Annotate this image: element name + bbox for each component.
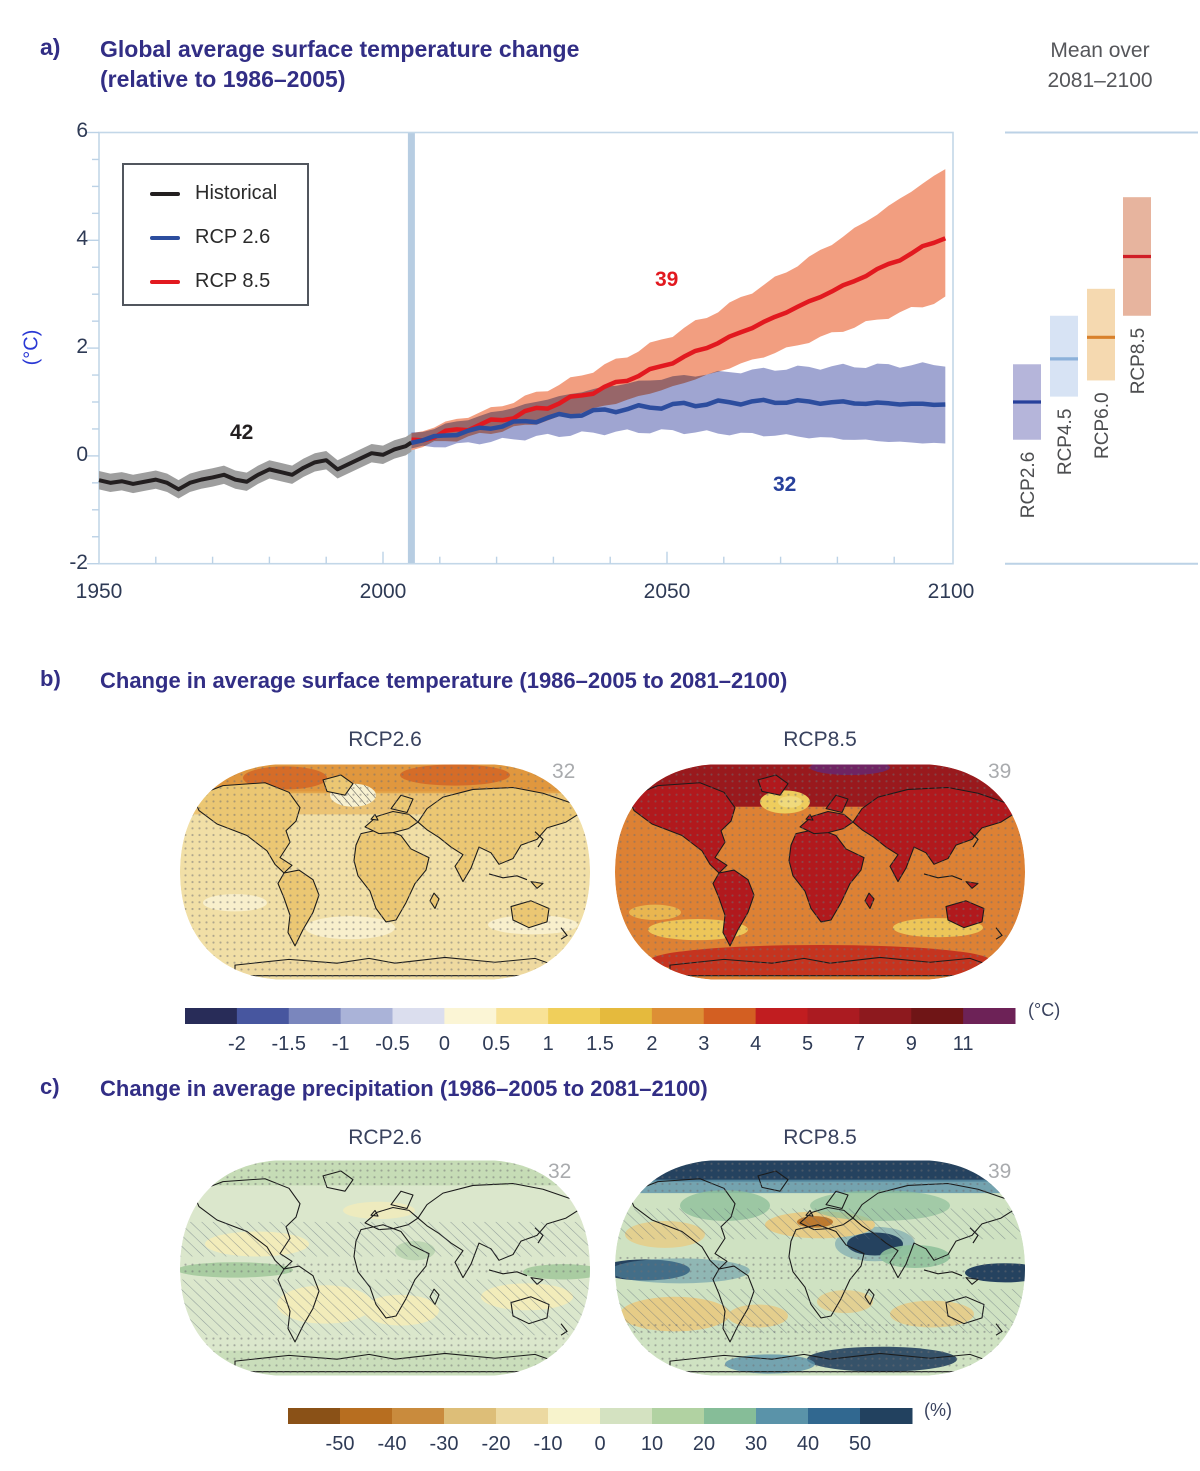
precip-colorbar-segment <box>444 1408 497 1424</box>
y-tick-6: 6 <box>76 119 88 142</box>
temp-colorbar-tick-label: 2 <box>646 1033 658 1055</box>
historical-band <box>99 433 411 498</box>
historical-line-swatch <box>150 192 180 196</box>
precip-colorbar-segment <box>600 1408 653 1424</box>
precip-colorbar-segment <box>860 1408 913 1424</box>
precip-colorbar-tick-label: -50 <box>325 1433 355 1455</box>
precip-colorbar-segment <box>756 1408 809 1424</box>
temp-colorbar-tick-label: 5 <box>801 1033 814 1055</box>
temp-colorbar-tick-label: 9 <box>905 1033 917 1055</box>
hatching-overlay <box>615 1208 1025 1239</box>
mean-bar-rcp6.0 <box>1087 289 1115 381</box>
stippling-overlay <box>615 1160 1025 1193</box>
temp-colorbar-segment <box>444 1008 496 1024</box>
precip-colorbar-segment <box>392 1408 445 1424</box>
precip-colorbar-segment <box>652 1408 705 1424</box>
precip-colorbar-segment <box>548 1408 601 1424</box>
rcp26-model-count: 32 <box>773 473 797 496</box>
legend-label-rcp85: RCP 8.5 <box>195 270 271 292</box>
temp-colorbar-tick-label: 1.5 <box>586 1033 614 1055</box>
temp-colorbar-tick-label: 0 <box>438 1033 450 1055</box>
temp-colorbar-segment <box>756 1008 808 1024</box>
map-c-rcp26-model-count: 32 <box>548 1160 572 1183</box>
temp-colorbar-tick-label: -2 <box>227 1033 246 1055</box>
rcp85-line-swatch <box>150 280 180 284</box>
temp-colorbar-unit: (°C) <box>1028 1000 1061 1020</box>
map-b-rcp85-title: RCP8.5 <box>783 728 857 751</box>
y-tick-2: 2 <box>76 335 88 358</box>
temp-colorbar-segment <box>185 1008 237 1024</box>
precip-colorbar-tick-label: 0 <box>594 1433 606 1455</box>
legend <box>122 163 309 306</box>
precip-colorbar-segment <box>808 1408 861 1424</box>
temp-colorbar-segment <box>393 1008 445 1024</box>
hatching-overlay <box>615 1289 1025 1333</box>
legend-item-rcp85 <box>150 270 307 293</box>
temp-colorbar-tick-label: 7 <box>853 1033 865 1055</box>
precip-colorbar-tick-label: 10 <box>640 1433 664 1455</box>
map-c-rcp85-model-count: 39 <box>988 1160 1012 1183</box>
precip-colorbar-segment <box>340 1408 393 1424</box>
map-c-rcp85 <box>600 1160 1045 1375</box>
panel-b-title: Change in average surface temperature (1986–2005 to 2081–2100) <box>100 668 788 693</box>
precip-colorbar-segment <box>704 1408 757 1424</box>
panel-c-title: Change in average precipitation (1986–2005 to 2081–2100) <box>100 1076 708 1101</box>
precip-colorbar-tick-label: 30 <box>744 1433 768 1455</box>
rcp26-line-swatch <box>150 236 180 240</box>
legend-label-rcp26: RCP 2.6 <box>195 226 271 248</box>
temp-colorbar-tick-label: -1.5 <box>271 1033 306 1055</box>
temp-colorbar-segment <box>548 1008 600 1024</box>
temp-colorbar-tick-label: 4 <box>750 1033 762 1055</box>
map-b-rcp85 <box>615 760 1025 980</box>
temp-colorbar-segment <box>600 1008 652 1024</box>
x-tick-2000: 2000 <box>359 580 407 603</box>
precip-colorbar-unit: (%) <box>924 1400 952 1420</box>
panel-a-label: a) <box>40 34 61 60</box>
x-tick-2050: 2050 <box>643 580 691 603</box>
panel-b-label: b) <box>40 666 61 691</box>
stippling-overlay <box>615 1256 1025 1281</box>
temp-colorbar-segment <box>652 1008 704 1024</box>
map-b-rcp26-title: RCP2.6 <box>348 728 422 751</box>
temp-colorbar-segment <box>341 1008 393 1024</box>
map-c-rcp26 <box>177 1160 603 1375</box>
hatching-overlay <box>180 1280 590 1336</box>
map-b-rcp26 <box>180 764 590 979</box>
temp-colorbar-segment <box>496 1008 548 1024</box>
temp-colorbar-tick-label: 0.5 <box>482 1033 511 1055</box>
mean-bar-label: RCP6.0 <box>1092 392 1113 459</box>
temp-colorbar-tick-label: -0.5 <box>375 1033 410 1055</box>
mean-over-line2: 2081–2100 <box>1047 69 1153 92</box>
precip-colorbar-tick-label: 40 <box>796 1433 820 1455</box>
precip-colorbar-segment <box>288 1408 341 1424</box>
map-b-rcp85-model-count: 39 <box>988 760 1012 783</box>
temp-colorbar-segment <box>237 1008 289 1024</box>
temp-colorbar-tick-label: 1 <box>542 1033 554 1055</box>
precip-colorbar-tick-label: -30 <box>429 1433 459 1455</box>
legend-item-rcp26 <box>150 226 307 249</box>
temp-colorbar-segment <box>808 1008 860 1024</box>
hatching-overlay <box>180 1222 590 1257</box>
stippling-overlay <box>180 1337 590 1375</box>
precip-colorbar-tick-label: -20 <box>481 1433 511 1455</box>
mean-bar-label: RCP2.6 <box>1018 451 1039 519</box>
panel-a-title-line1: Global average surface temperature change <box>100 36 580 62</box>
temp-colorbar-segment <box>911 1008 963 1024</box>
map-c-rcp85-title: RCP8.5 <box>783 1126 857 1149</box>
temp-colorbar-segment <box>704 1008 756 1024</box>
temp-colorbar-tick-label: 3 <box>698 1033 710 1055</box>
stippling-overlay <box>180 1260 590 1275</box>
stippling-overlay <box>180 1160 590 1189</box>
map-c-rcp26-title: RCP2.6 <box>348 1126 422 1149</box>
x-tick-1950: 1950 <box>75 580 123 603</box>
legend-item-historical <box>150 182 307 205</box>
mean-over-line1: Mean over <box>1050 39 1150 62</box>
rcp85-model-count: 39 <box>655 268 679 291</box>
precip-colorbar-tick-label: -40 <box>377 1433 407 1455</box>
temp-colorbar-segment <box>289 1008 341 1024</box>
panel-c-label: c) <box>40 1074 60 1099</box>
temp-colorbar-tick-label: 11 <box>952 1033 974 1055</box>
x-tick-2100: 2100 <box>927 580 975 603</box>
mean-bar-label: RCP4.5 <box>1055 408 1076 476</box>
temp-colorbar-segment <box>859 1008 911 1024</box>
y-tick-neg2: -2 <box>69 551 88 574</box>
mean-over-header <box>1000 36 1200 96</box>
temp-colorbar-tick-label: -1 <box>331 1033 350 1055</box>
temp-colorbar-segment <box>963 1008 1015 1024</box>
historical-model-count: 42 <box>230 421 254 444</box>
legend-label-historical: Historical <box>195 182 278 204</box>
y-tick-0: 0 <box>76 443 88 466</box>
y-axis-label: (°C) <box>20 329 43 366</box>
mean-bar-rcp4.5 <box>1050 316 1078 397</box>
y-tick-4: 4 <box>76 227 88 250</box>
panel-a-title-line2: (relative to 1986–2005) <box>100 66 346 92</box>
stippling-overlay <box>180 764 590 979</box>
precip-colorbar-tick-label: 50 <box>848 1433 872 1455</box>
mean-bar-label: RCP8.5 <box>1128 327 1149 395</box>
stippling-overlay <box>615 764 1025 979</box>
precip-colorbar-segment <box>496 1408 549 1424</box>
precip-colorbar-tick-label: 20 <box>692 1433 716 1455</box>
map-b-rcp26-model-count: 32 <box>552 760 576 783</box>
precip-colorbar-tick-label: -10 <box>533 1433 563 1455</box>
